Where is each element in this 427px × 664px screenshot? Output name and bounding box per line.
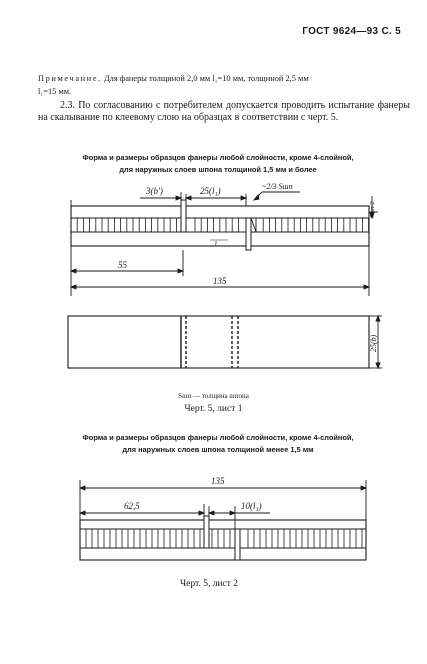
note-text: Для фанеры толщиной 2,0 мм l₁=10 мм, толщиной 2,5 мм	[103, 74, 309, 83]
figure2-dim-l: 10(l₁)	[241, 501, 262, 511]
figure1-caption-line2: для наружных слоев шпона толщиной 1,5 мм и более	[119, 165, 317, 174]
figure1-label: Черт. 5, лист 1	[184, 404, 243, 414]
figure2-dim-625: 62,5	[124, 501, 140, 511]
figure2-specimen	[80, 520, 366, 560]
figure1-dim-l: 25(l₁)	[200, 186, 221, 196]
page-header: ГОСТ 9624—93 С. 5	[302, 26, 401, 37]
figure2-veneer-hatch	[86, 529, 362, 548]
figure2-notch-right	[235, 529, 240, 560]
clause-2-3: 2.3. По согласованию с потребителем допускается проводить испытание фанеры на скалывание по клеевому слою на образцах в соответствии с черт. 5.	[38, 100, 410, 124]
figure2-notch-left	[204, 516, 209, 548]
figure1-dim-s: Sшп/2	[369, 201, 376, 218]
figure1-caption-line1: Форма и размеры образцов фанеры любой слойности, кроме 4-слойной,	[82, 153, 354, 162]
figure1-dim-25b: 25(b)	[369, 334, 378, 352]
figure1-marker: 1	[214, 240, 218, 248]
figure1-dim-gap: ~2/3 Sшп	[262, 182, 293, 191]
figure2-caption-line1: Форма и размеры образцов фанеры любой слойности, кроме 4-слойной,	[82, 433, 354, 442]
figure1-legend: Sшп — толщина шпона	[178, 392, 249, 400]
figure2-label: Черт. 5, лист 2	[180, 579, 239, 589]
note-label: Примечание.	[38, 74, 102, 83]
figure1-dim-135: 135	[213, 276, 227, 286]
figure2-caption-line2: для наружных слоев шпона толщиной менее 1,5 мм	[122, 445, 314, 454]
note-line2: l₁=15 мм.	[38, 87, 72, 96]
figure1-dim-b: 3(b')	[146, 186, 163, 196]
figure1-dim-55: 55	[118, 260, 127, 270]
figure2-dim-135: 135	[211, 476, 225, 486]
